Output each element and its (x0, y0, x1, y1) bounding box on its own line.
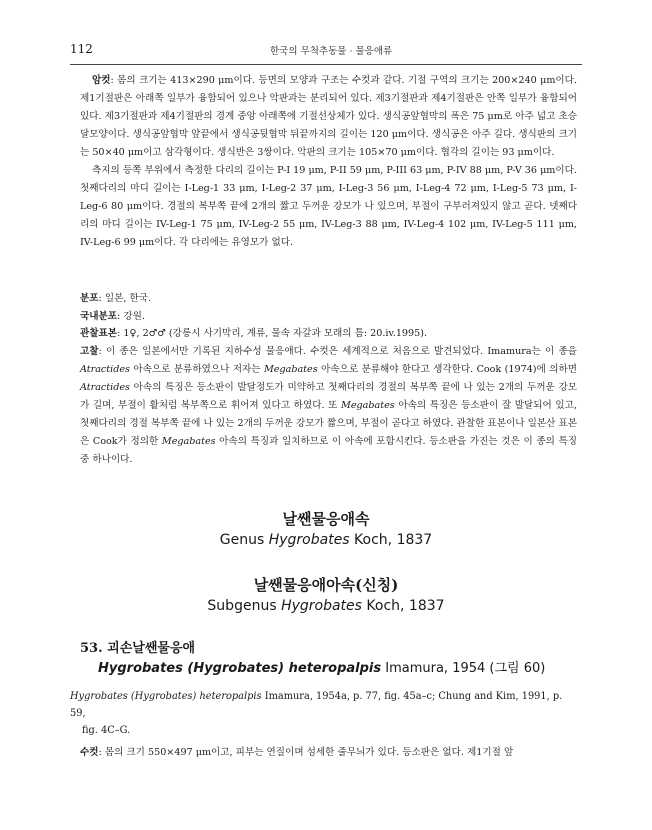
subgenus-name: Hygrobates (281, 598, 362, 614)
remarks-text-5: 아속의 특징은 등소판이 잘 발달되어 있고, 첫째다리의 경절 복부쪽 끝에 나 있는 2개의 두꺼운 강모가 짧으며, 부절이 곧다고 하였다. 관찰한 표본이나 일본산 표본은 Cook가 정의한 (80, 399, 577, 447)
specimens-label: 관찰표본 (80, 328, 118, 339)
korea-distribution-text: : 강원. (117, 310, 145, 322)
female-paragraph (80, 72, 577, 162)
species-figure-ref: (그림 60) (485, 661, 546, 676)
remarks-genus-2: Megabates (263, 363, 318, 375)
remarks-text-4: 아속의 특징은 등소판이 발달정도가 미약하고 첫째다리의 경절의 복부쪽 끝에 나 있는 2개의 두꺼운 강모가 길며, 부절이 활처럼 복부쪽으로 휘어져 있다고 하였다. 또 (80, 381, 577, 411)
korea-distribution-line (80, 308, 577, 326)
genus-korean-heading: 날쌘물응애속 (282, 510, 370, 528)
remarks-text-6: 아속의 특징과 일치하므로 이 아속에 포함시킨다. 등소판을 가진는 것은 이 종의 특징 중 하나이다. (80, 435, 577, 465)
synonymy-continuation: fig. 4C–G. (82, 725, 131, 736)
species-number: 53. (80, 641, 103, 656)
info-section (80, 290, 577, 469)
genus-author: Koch, 1837 (349, 532, 433, 548)
specimens-line (80, 325, 577, 343)
genus-prefix: Genus (219, 532, 269, 548)
synonymy-text: Imamura, 1954a, p. 77, fig. 45a–c; Chung and Kim, 1991, p. 59, (70, 691, 563, 719)
specimens-text: : 1♀, 2♂♂ (강릉시 사기막리, 계류, 물속 자갈과 모래의 틈: 20.iv.1995). (117, 328, 428, 339)
remarks-text-2: 아속으로 분류하였으나 저자는 (129, 363, 264, 375)
species-scientific-name: Hygrobates (Hygrobates) heteropalpis (98, 661, 382, 676)
korea-distribution-label: 국내분포 (80, 310, 118, 322)
male-text: : 몸의 크기 550×497 μm이고, 피부는 연질이며 섬세한 줄무늬가 있다. 등소판은 없다. 제1기절 앞 (98, 747, 514, 758)
remarks-genus-4: Megabates (341, 399, 395, 411)
distribution-label: 분포 (80, 293, 99, 304)
remarks-genus-1: Atractides (80, 363, 130, 375)
subgenus-heading (0, 598, 652, 614)
running-header: 한국의 무척추동물 · 물응애류 (270, 46, 393, 57)
header-rule (70, 64, 582, 65)
remarks-text-3: 아속으로 분류해야 한다고 생각한다. Cook (1974)에 의하면 (317, 363, 577, 375)
female-text: : 몸의 크기는 413×290 μm이다. 등면의 모양과 구조는 수컷과 같다. 기절 구역의 크기는 200×240 μm이다. 제1기절판은 아래쪽 일부가 융합되어 있으나 악판과는 분리되어 있다. 제3기절판과 제4기절판은 안쪽 일부가 융합되어 있다. 제3기절판과 제4기절판의 경계 중앙 아래쪽에 기절선상체가 있다. 생식공앞협막의 폭은 75 μm로 아주 넓고 초승달모양이다. 생식공앞협막 앞끝에서 생식공뒷협막 뒤끝까지의 길이는 120 μm이다. 생식공은 아주 길다. 생식판의 크기는 50×40 μm이고 삼각형이다. 생식반은 3쌍이다. 악판의 크기는 105×70 μm이다. 협각의 길이는 93 μm이다. (80, 75, 577, 158)
remarks-genus-3: Atractides (80, 381, 130, 393)
synonymy-line (70, 688, 577, 722)
subgenus-korean-heading: 날쌘물응애아속(신칭) (253, 576, 399, 594)
legs-paragraph: 측지의 등쪽 부위에서 측정한 다리의 길이는 P-I 19 μm, P-II 59 μm, P-III 63 μm, P-IV 88 μm, P-V 36 μm이다. 첫째다리의 마디 길이는 I-Leg-1 33 μm, I-Leg-2 37 μm, I-Leg-3 56 μm, I-Leg-4 72 μm, I-Leg-5 73 μm, I-Leg-6 80 μm이다. 경절의 복부쪽 끝에 2개의 짧고 두꺼운 강모가 나 있으며, 부절이 구부러져있지 않고 곧다. 넷째다리의 마디 길이는 IV-Leg-1 75 μm, IV-Leg-2 55 μm, IV-Leg-3 88 μm, IV-Leg-4 102 μm, IV-Leg-5 111 μm, IV-Leg-6 99 μm이다. 각 다리에는 유영모가 없다. (80, 165, 577, 248)
distribution-line (80, 290, 577, 308)
species-scientific-line (98, 657, 545, 676)
male-label: 수컷 (80, 747, 99, 758)
synonymy-block (70, 688, 577, 739)
species-korean-name: 괴손날쌘물응애 (107, 641, 196, 656)
subgenus-author: Koch, 1837 (361, 598, 445, 614)
female-section (80, 72, 577, 252)
remarks-text-1: : 이 종은 일본에서만 기록된 지하수성 물응애다. 수컷은 세계적으로 처음으로 발견되었다. Imamura는 이 종을 (98, 345, 577, 357)
distribution-text: : 일본, 한국. (98, 293, 152, 304)
species-heading (80, 637, 195, 656)
remarks-genus-5: Megabates (161, 435, 216, 447)
genus-heading (0, 532, 652, 548)
species-author: Imamura, 1954 (381, 661, 486, 676)
subgenus-prefix: Subgenus (207, 598, 282, 614)
remarks-paragraph (80, 343, 577, 469)
synonymy-name: Hygrobates (Hygrobates) heteropalpis (70, 691, 262, 702)
male-paragraph (80, 744, 577, 762)
page-number: 112 (70, 42, 93, 56)
remarks-label: 고찰 (80, 345, 99, 357)
female-label: 암컷 (92, 75, 111, 86)
genus-name: Hygrobates (268, 532, 350, 548)
